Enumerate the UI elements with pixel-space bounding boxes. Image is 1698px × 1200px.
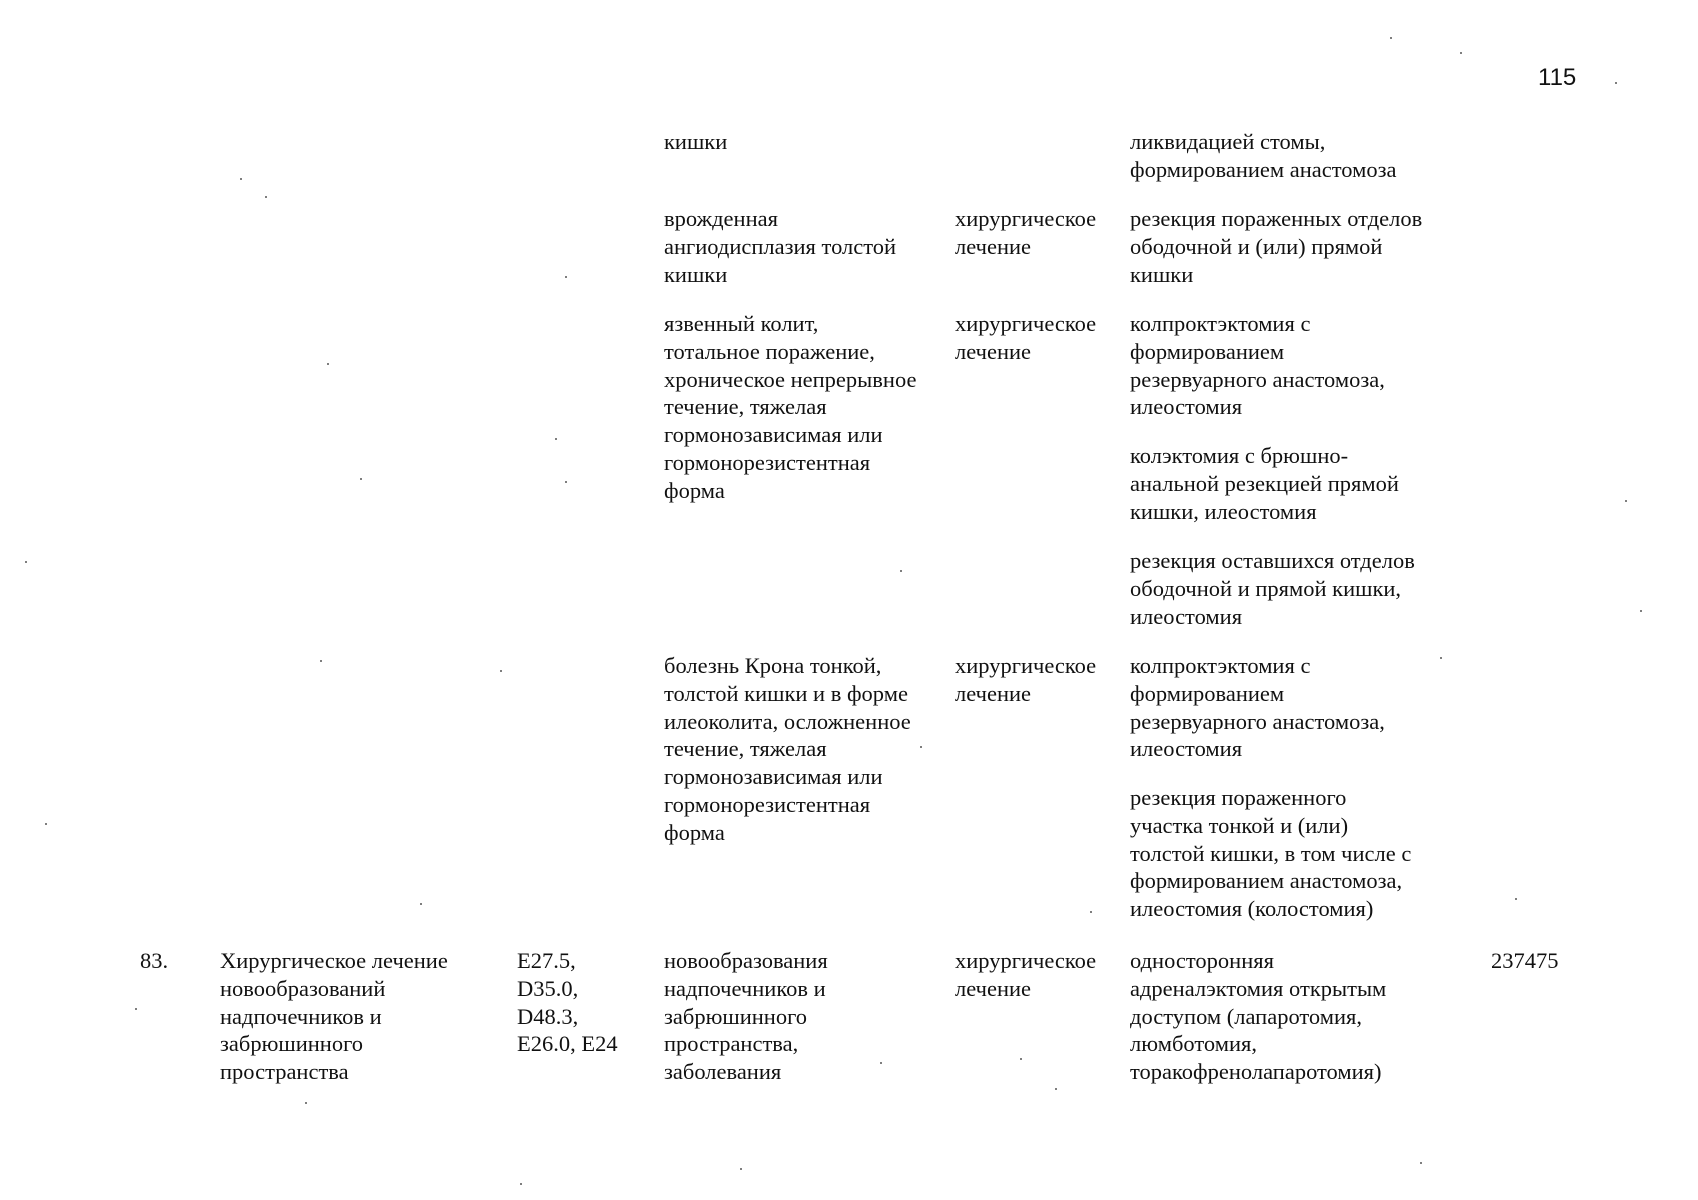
method-cell: колпроктэктомия с формированием резервуарного анастомоза, илеостомия: [1130, 653, 1385, 762]
treatment-cell: хирургическое лечение: [955, 206, 1097, 259]
scan-speck: [305, 1102, 307, 1104]
scan-speck: [1515, 898, 1517, 900]
icd-codes-cell: E27.5, D35.0, D48.3, E26.0, E24: [517, 948, 618, 1057]
scan-speck: [420, 903, 422, 905]
scan-speck: [1420, 1162, 1422, 1164]
scan-speck: [1440, 657, 1442, 659]
scan-speck: [135, 1008, 137, 1010]
scan-speck: [740, 1168, 742, 1170]
scan-speck: [920, 746, 922, 748]
scan-speck: [1640, 610, 1642, 612]
scan-speck: [1020, 1058, 1022, 1060]
scan-speck: [1625, 500, 1627, 502]
treatment-cell: хирургическое лечение: [955, 653, 1097, 706]
price-cell: 237475: [1491, 948, 1559, 973]
scan-speck: [520, 1183, 522, 1185]
scan-speck: [1460, 52, 1462, 54]
care-type-cell: Хирургическое лечение новообразований надпочечников и забрюшинного пространства: [220, 948, 448, 1085]
scan-speck: [327, 363, 329, 365]
method-cell: колпроктэктомия с формированием резервуарного анастомоза, илеостомия: [1130, 311, 1385, 420]
scan-speck: [25, 561, 27, 563]
scan-speck: [565, 481, 567, 483]
scan-speck: [900, 570, 902, 572]
scan-speck: [555, 438, 557, 440]
scan-speck: [1615, 82, 1617, 84]
scan-speck: [320, 660, 322, 662]
treatment-cell: хирургическое лечение: [955, 311, 1097, 364]
scan-speck: [565, 276, 567, 278]
scan-speck: [1090, 911, 1092, 913]
diagnosis-cell: кишки: [664, 129, 728, 154]
scan-speck: [880, 1062, 882, 1064]
diagnosis-cell: врожденная ангиодисплазия толстой кишки: [664, 206, 897, 287]
diagnosis-cell: язвенный колит, тотальное поражение, хроническое непрерывное течение, тяжелая гормонозависимая или гормонорезистентная форма: [664, 311, 917, 503]
method-cell: ликвидацией стомы, формированием анастомоза: [1130, 129, 1397, 182]
method-cell: колэктомия с брюшно- анальной резекцией прямой кишки, илеостомия: [1130, 443, 1399, 524]
diagnosis-cell: болезнь Крона тонкой, толстой кишки и в форме илеоколита, осложненное течение, тяжелая гормонозависимая или гормонорезистентная форма: [664, 653, 911, 845]
scan-speck: [1055, 1088, 1057, 1090]
treatment-cell: хирургическое лечение: [955, 948, 1097, 1001]
scan-speck: [500, 670, 502, 672]
scan-speck: [45, 823, 47, 825]
row-number: 83.: [140, 948, 169, 973]
scan-speck: [1390, 37, 1392, 39]
diagnosis-cell: новообразования надпочечников и забрюшинного пространства, заболевания: [664, 948, 828, 1085]
method-cell: резекция пораженного участка тонкой и (или) толстой кишки, в том числе с формированием анастомоза, илеостомия (колостомия): [1130, 785, 1412, 922]
method-cell: резекция пораженных отделов ободочной и (или) прямой кишки: [1130, 206, 1423, 287]
page-number: 115: [1538, 64, 1577, 91]
scan-speck: [265, 196, 267, 198]
scan-speck: [360, 478, 362, 480]
method-cell: резекция оставшихся отделов ободочной и прямой кишки, илеостомия: [1130, 548, 1415, 629]
method-cell: односторонняя адреналэктомия открытым доступом (лапаротомия, люмботомия, торакофренолапаротомия): [1130, 948, 1387, 1085]
scan-speck: [240, 178, 242, 180]
